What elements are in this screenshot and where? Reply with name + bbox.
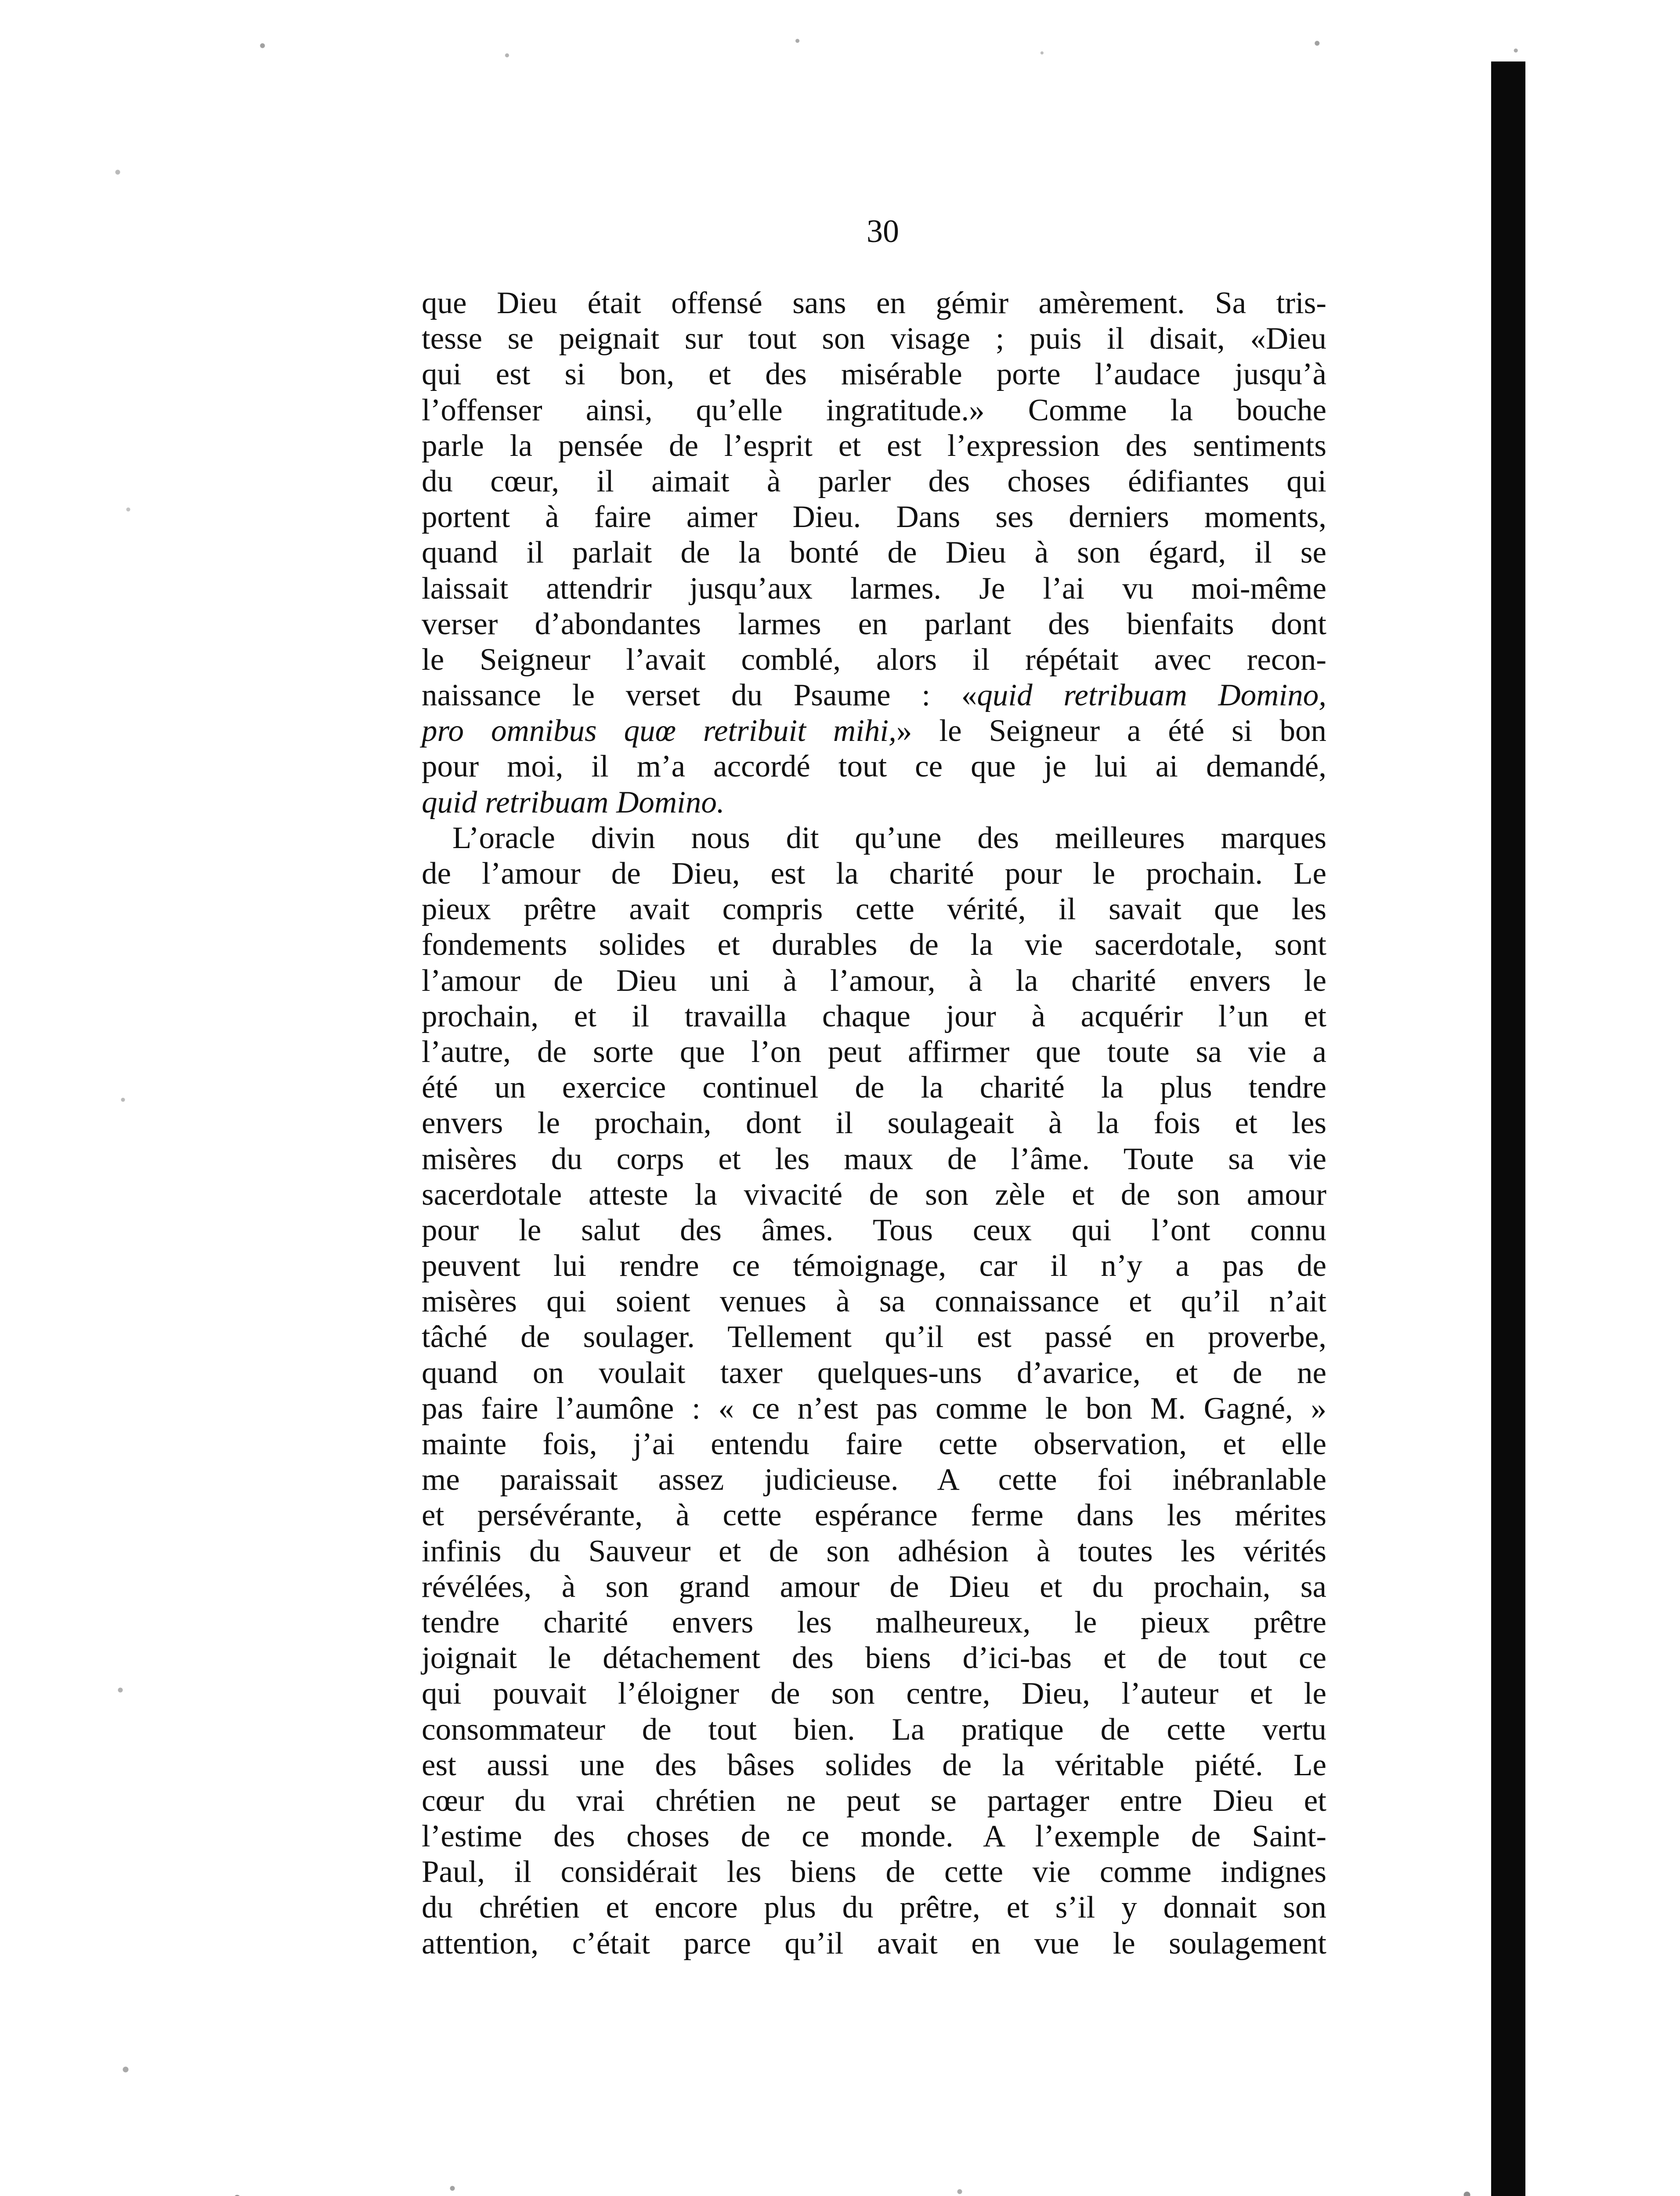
text-run: l’offenser ainsi, qu’elle ingratitude.» Comme la bouche [422, 393, 1326, 427]
scan-speckle-top [79, 26, 1608, 75]
text-run: Paul, il considérait les biens de cette vie comme indignes [422, 1855, 1326, 1889]
text-line [422, 428, 1326, 464]
text-line [422, 963, 1326, 999]
text-line [422, 357, 1326, 392]
text-run: infinis du Sauveur et de son adhésion à toutes les vérités [422, 1534, 1326, 1568]
text-line [422, 1248, 1326, 1284]
text-line [422, 571, 1326, 607]
text-line [422, 1319, 1326, 1355]
text-run: été un exercice continuel de la charité la plus tendre [422, 1070, 1326, 1105]
scan-speckle-bottom [114, 2165, 1651, 2196]
text-run: l’amour de Dieu uni à l’amour, à la charité envers le [422, 963, 1326, 998]
text-line [422, 1605, 1326, 1640]
text-line [422, 749, 1326, 784]
text-run: tendre charité envers les malheureux, le pieux prêtre [422, 1605, 1326, 1640]
text-line [422, 785, 1326, 820]
text-line [422, 892, 1326, 927]
text-line [422, 1105, 1326, 1141]
text-run: est aussi une des bâses solides de la véritable piété. Le [422, 1748, 1326, 1782]
binding-edge-shadow [1491, 61, 1525, 2196]
italic-latin-text: quid retribuam Domino, [977, 678, 1326, 713]
text-line [422, 285, 1326, 321]
text-line [422, 1640, 1326, 1676]
text-run: pour le salut des âmes. Tous ceux qui l’ont connu [422, 1213, 1326, 1247]
text-line [422, 1034, 1326, 1070]
text-line [422, 1854, 1326, 1890]
text-run: joignait le détachement des biens d’ici-bas et de tout ce [422, 1641, 1326, 1676]
text-run: qui est si bon, et des misérable porte l’audace jusqu’à [422, 357, 1326, 392]
text-line [422, 1748, 1326, 1783]
text-run: L’oracle divin nous dit qu’une des meilleures marques [452, 820, 1326, 855]
text-line [422, 321, 1326, 357]
text-run: envers le prochain, dont il soulageait à la fois et les [422, 1106, 1326, 1141]
text-run: misères qui soient venues à sa connaissance et qu’il n’ait [422, 1284, 1326, 1319]
text-line [422, 393, 1326, 428]
text-run: pas faire l’aumône : « ce n’est pas comme le bon M. Gagné, » [422, 1391, 1326, 1426]
text-run: peuvent lui rendre ce témoignage, car il n’y a pas de [422, 1249, 1326, 1283]
text-run: naissance le verset du Psaume : « [422, 678, 977, 713]
text-line [422, 1213, 1326, 1248]
text-run: cœur du vrai chrétien ne peut se partager entre Dieu et [422, 1783, 1326, 1818]
text-line [422, 642, 1326, 678]
text-line [422, 464, 1326, 499]
text-run: du chrétien et encore plus du prêtre, et s’il y donnait son [422, 1890, 1326, 1925]
text-run: prochain, et il travailla chaque jour à acquérir l’un et [422, 999, 1326, 1033]
text-line [422, 1462, 1326, 1498]
text-run: tesse se peignait sur tout son visage ; puis il disait, «Dieu [422, 321, 1326, 356]
text-run: sacerdotale atteste la vivacité de son zèle et de son amour [422, 1177, 1326, 1212]
text-run: révélées, à son grand amour de Dieu et du prochain, sa [422, 1569, 1326, 1604]
text-line [422, 1355, 1326, 1391]
text-run: et persévérante, à cette espérance ferme dans les mérites [422, 1498, 1326, 1533]
text-line [422, 1783, 1326, 1819]
text-run: pour moi, il m’a accordé tout ce que je lui ai demandé, [422, 749, 1326, 784]
text-line [422, 1534, 1326, 1569]
text-run: misères du corps et les maux de l’âme. Toute sa vie [422, 1141, 1326, 1176]
text-line [422, 499, 1326, 535]
text-run: de l’amour de Dieu, est la charité pour le prochain. Le [422, 856, 1326, 891]
page-number: 30 [867, 213, 899, 249]
text-run: tâché de soulager. Tellement qu’il est passé en proverbe, [422, 1320, 1326, 1354]
text-run: pieux prêtre avait compris cette vérité, il savait que les [422, 892, 1326, 927]
text-line [422, 678, 1326, 713]
text-line [422, 535, 1326, 571]
text-line [422, 1141, 1326, 1177]
text-line [422, 1890, 1326, 1925]
text-line [422, 1676, 1326, 1712]
scan-speckle-left [97, 88, 149, 2196]
text-run: me paraissait assez judicieuse. A cette foi inébranlable [422, 1463, 1326, 1497]
text-run: parle la pensée de l’esprit et est l’expression des sentiments [422, 428, 1326, 463]
text-run: le Seigneur l’avait comblé, alors il répétait avec recon- [422, 642, 1326, 677]
text-run: attention, c’était parce qu’il avait en vue le soulagement [422, 1926, 1326, 1961]
text-run: que Dieu était offensé sans en gémir amèrement. Sa tris- [422, 286, 1326, 320]
text-run: » le Seigneur a été si bon [896, 714, 1326, 748]
text-run: l’estime des choses de ce monde. A l’exemple de Saint- [422, 1819, 1326, 1854]
text-line [422, 1569, 1326, 1605]
text-line [422, 999, 1326, 1034]
italic-latin-text: quid retribuam Domino. [422, 785, 725, 820]
text-line [422, 1177, 1326, 1213]
text-run: du cœur, il aimait à parler des choses édifiantes qui [422, 464, 1326, 498]
text-run: quand on voulait taxer quelques-uns d’avarice, et de ne [422, 1355, 1326, 1390]
text-line [422, 1391, 1326, 1427]
text-line [422, 713, 1326, 749]
text-run: verser d’abondantes larmes en parlant des bienfaits dont [422, 607, 1326, 641]
text-line [422, 820, 1326, 856]
text-line [422, 1427, 1326, 1462]
text-line [422, 1926, 1326, 1961]
text-line [422, 1284, 1326, 1319]
text-line [422, 1498, 1326, 1533]
text-run: qui pouvait l’éloigner de son centre, Dieu, l’auteur et le [422, 1676, 1326, 1711]
text-run: quand il parlait de la bonté de Dieu à son égard, il se [422, 535, 1326, 570]
text-run: laissait attendrir jusqu’aux larmes. Je l’ai vu moi-même [422, 571, 1326, 606]
body-text [422, 285, 1326, 1961]
text-run: l’autre, de sorte que l’on peut affirmer que toute sa vie a [422, 1034, 1326, 1069]
text-line [422, 1070, 1326, 1105]
text-run: portent à faire aimer Dieu. Dans ses derniers moments, [422, 500, 1326, 535]
text-run: consommateur de tout bien. La pratique de cette vertu [422, 1712, 1326, 1747]
text-line [422, 927, 1326, 963]
text-line [422, 1712, 1326, 1748]
italic-latin-text: pro omnibus quœ retribuit mihi, [422, 714, 896, 748]
text-line [422, 607, 1326, 642]
text-line [422, 856, 1326, 892]
text-run: mainte fois, j’ai entendu faire cette observation, et elle [422, 1427, 1326, 1461]
text-line [422, 1819, 1326, 1854]
text-run: fondements solides et durables de la vie sacerdotale, sont [422, 928, 1326, 962]
